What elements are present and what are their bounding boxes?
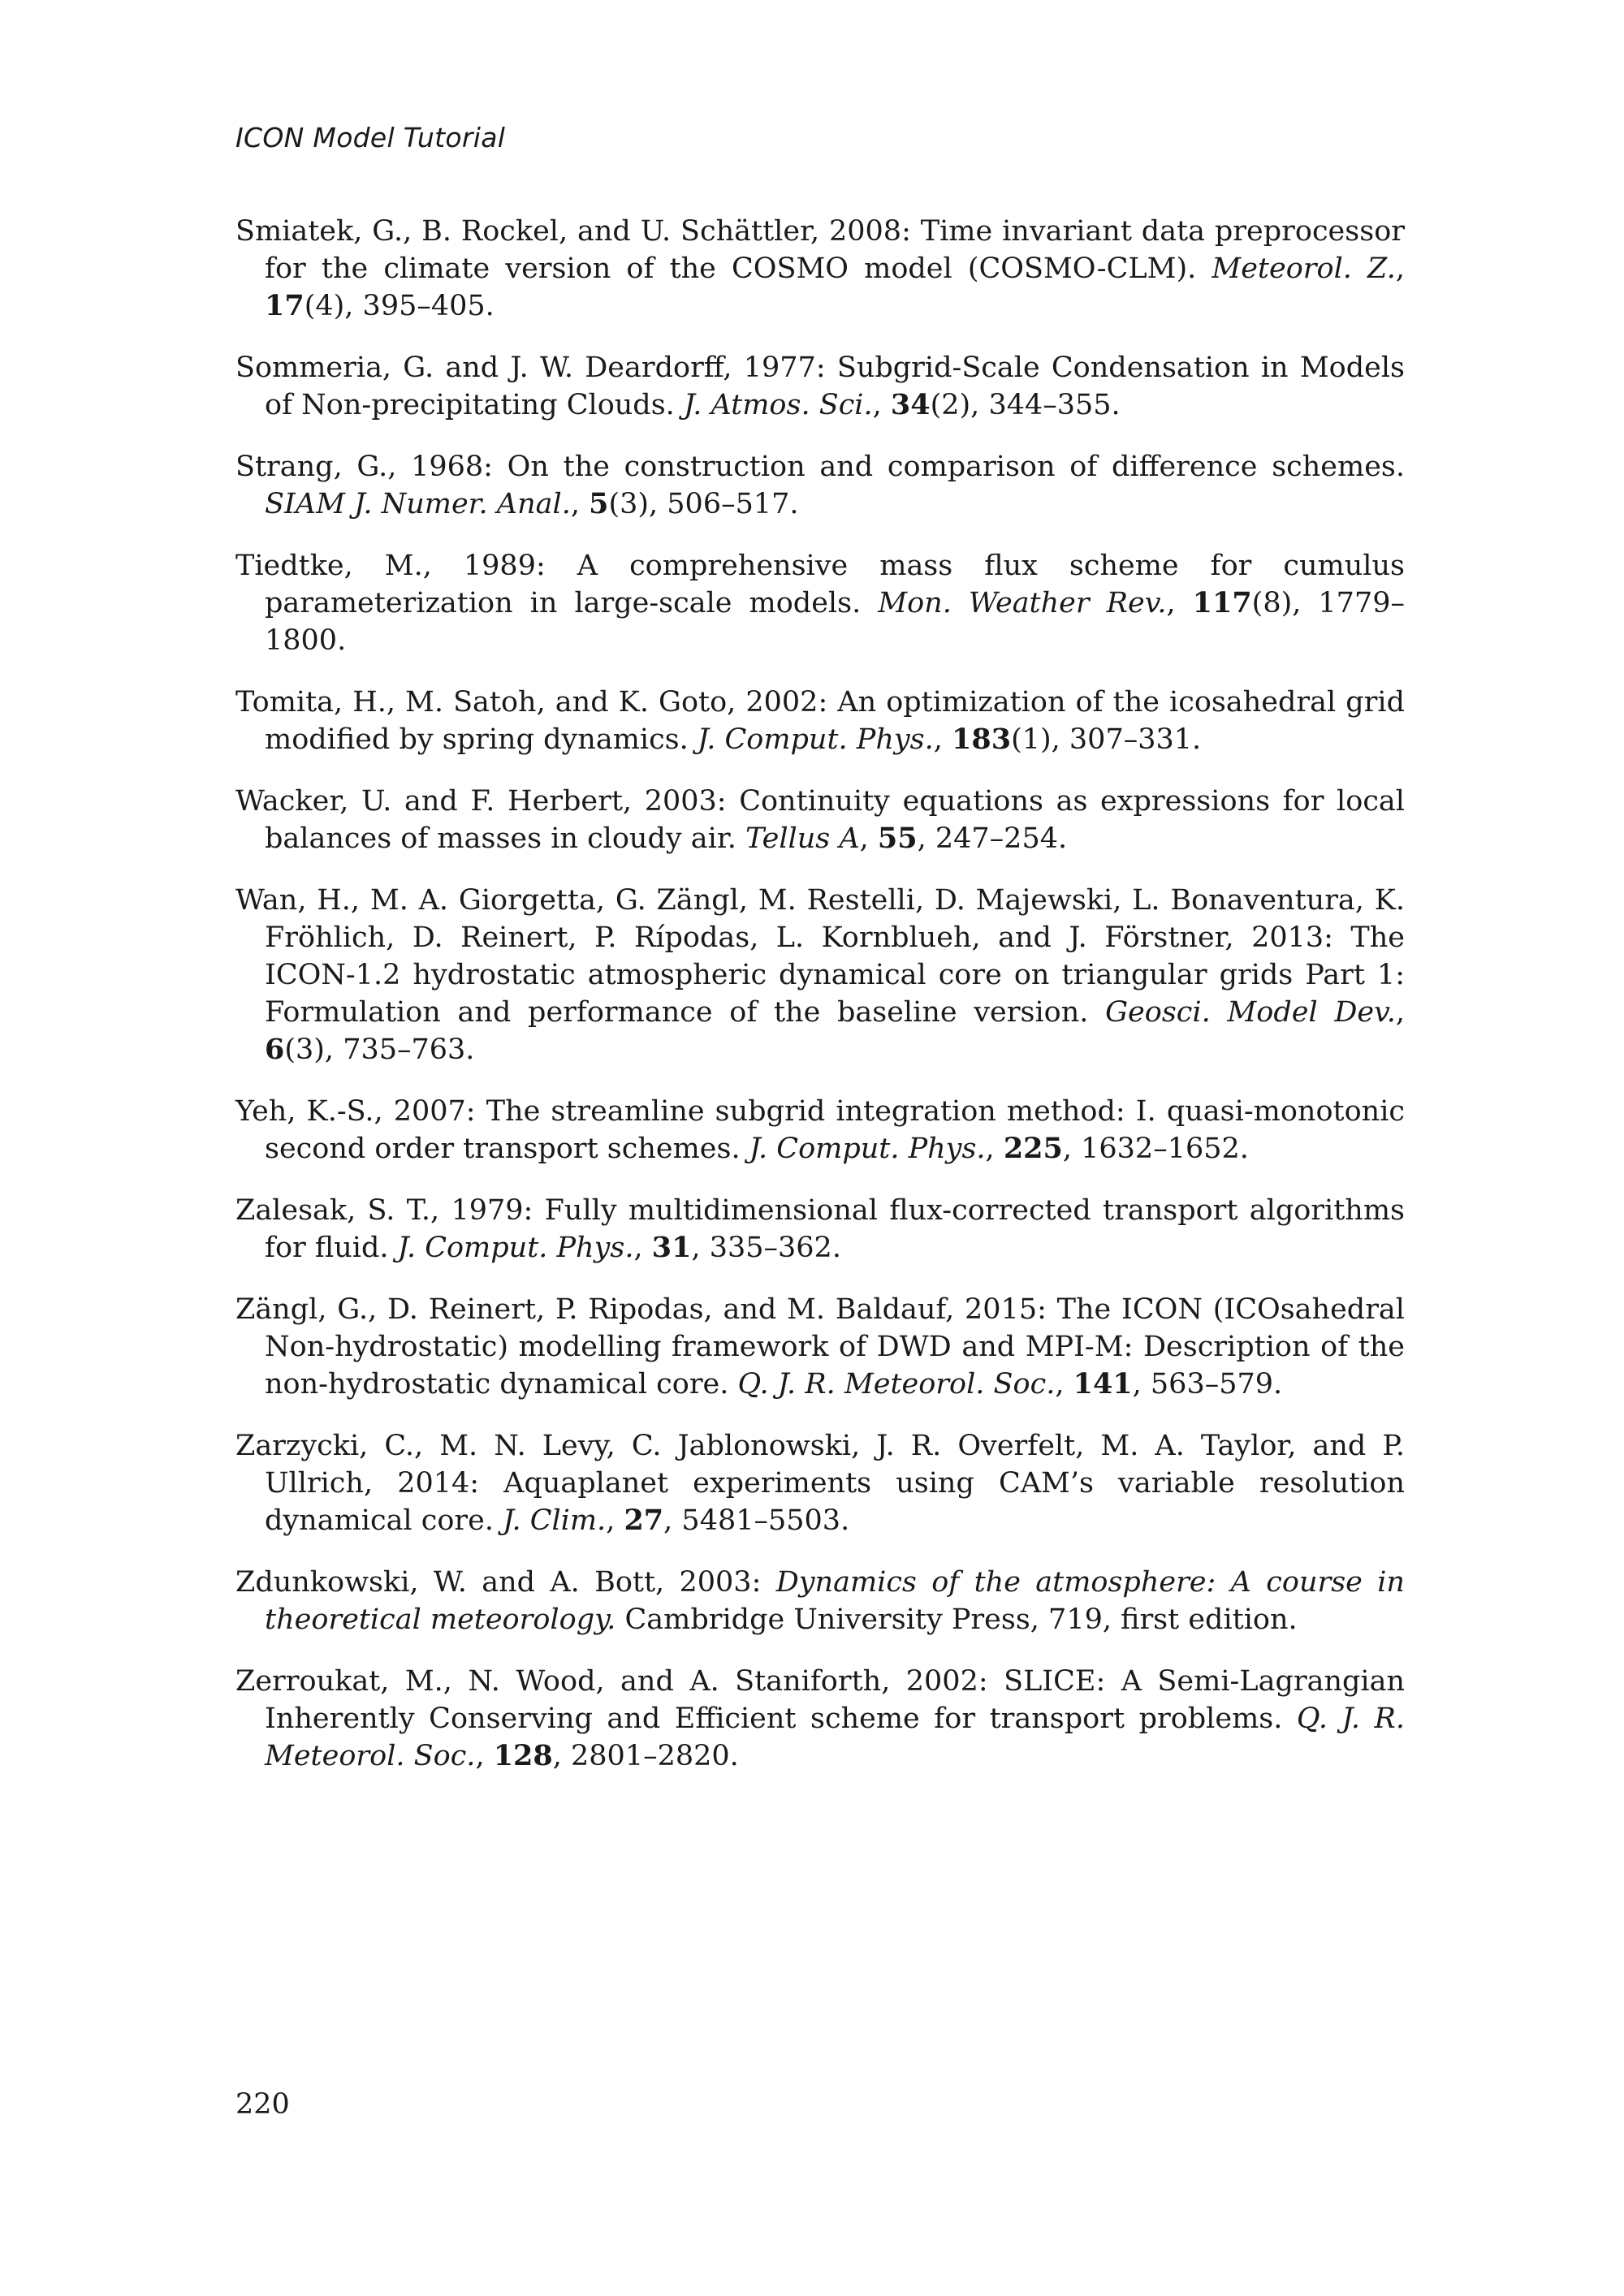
- reference-entry: Tiedtke, M., 1989: A comprehensive mass flux scheme for cumulus parameterization in large-scale models. Mon. Weather Rev., 117(8), 1779–1800.: [235, 550, 1405, 657]
- reference-journal: J. Clim.: [503, 1504, 607, 1537]
- reference-tail: (2), 344–355.: [930, 389, 1121, 421]
- reference-list: [235, 213, 1405, 1799]
- reference-tail: , 563–579.: [1132, 1368, 1283, 1400]
- reference-volume: 128: [493, 1739, 553, 1772]
- reference-volume: 27: [624, 1504, 664, 1537]
- reference-tail: (4), 395–405.: [304, 290, 495, 322]
- reference-tail: , 1632–1652.: [1062, 1133, 1249, 1165]
- reference-book-title: Dynamics of the atmosphere: A course in theoretical meteorology.: [265, 1566, 1405, 1636]
- reference-journal: J. Comput. Phys.: [749, 1133, 986, 1165]
- reference-tail: , 5481–5503.: [663, 1504, 850, 1537]
- reference-authors: Zdunkowski, W. and A. Bott, 2003:: [235, 1566, 762, 1599]
- reference-journal: Meteorol. Z.: [1212, 252, 1396, 285]
- reference-authors: Zängl, G., D. Reinert, P. Ripodas, and M. Baldauf, 2015: The ICON (ICOsahedral Non-hydrostatic) modelling framework of DWD and MPI-M: Description of the non-hydrostatic dynamical core.: [235, 1293, 1405, 1400]
- reference-entry: Wan, H., M. A. Giorgetta, G. Zängl, M. Restelli, D. Majewski, L. Bonaventura, K. Fröhlich, D. Reinert, P. Rípodas, L. Kornblueh, and J. Förstner, 2013: The ICON-1.2 hydrostatic atmospheric dynamical core on triangular grids Part 1: Formulation and performance of the baseline version. Geosci. Model Dev., 6(3), 735–763.: [235, 884, 1405, 1066]
- reference-authors: Zalesak, S. T., 1979: Fully multidimensional flux-corrected transport algorithms for fluid.: [235, 1194, 1405, 1264]
- reference-tail: (1), 307–331.: [1011, 723, 1202, 756]
- reference-authors: Smiatek, G., B. Rockel, and U. Schättler, 2008: Time invariant data preprocessor for the climate version of the COSMO model (COSMO-CLM).: [235, 215, 1405, 285]
- reference-entry: Yeh, K.-S., 2007: The streamline subgrid integration method: I. quasi-monotonic second order transport schemes. J. Comput. Phys., 225, 1632–1652.: [235, 1095, 1405, 1165]
- reference-journal: Mon. Weather Rev.: [878, 587, 1167, 619]
- reference-volume: 17: [265, 289, 304, 322]
- reference-volume: 141: [1073, 1367, 1133, 1400]
- page-number: 220: [235, 2088, 290, 2121]
- reference-tail: (8), 1779–1800.: [265, 587, 1405, 657]
- reference-volume: 117: [1192, 586, 1252, 619]
- reference-authors: Wan, H., M. A. Giorgetta, G. Zängl, M. Restelli, D. Majewski, L. Bonaventura, K. Fröhlich, D. Reinert, P. Rípodas, L. Kornblueh, and J. Förstner, 2013: The ICON-1.2 hydrostatic atmospheric dynamical core on triangular grids Part 1: Formulation and performance of the baseline version.: [235, 884, 1405, 1029]
- reference-entry: Sommeria, G. and J. W. Deardorff, 1977: Subgrid-Scale Condensation in Models of Non-precipitating Clouds. J. Atmos. Sci., 34(2), 344–355.: [235, 352, 1405, 421]
- reference-tail: (3), 506–517.: [608, 488, 799, 520]
- reference-authors: Zerroukat, M., N. Wood, and A. Staniforth, 2002: SLICE: A Semi-Lagrangian Inherently Conserving and Efficient scheme for transport problems.: [235, 1665, 1405, 1735]
- reference-journal: Q. J. R. Meteorol. Soc.: [737, 1368, 1056, 1400]
- reference-entry: Zalesak, S. T., 1979: Fully multidimensional flux-corrected transport algorithms for fluid. J. Comput. Phys., 31, 335–362.: [235, 1194, 1405, 1264]
- reference-authors: Yeh, K.-S., 2007: The streamline subgrid integration method: I. quasi-monotonic second order transport schemes.: [235, 1095, 1405, 1165]
- reference-journal: J. Atmos. Sci.: [683, 389, 873, 421]
- reference-entry: Tomita, H., M. Satoh, and K. Goto, 2002: An optimization of the icosahedral grid modified by spring dynamics. J. Comput. Phys., 183(1), 307–331.: [235, 686, 1405, 756]
- reference-authors: Zarzycki, C., M. N. Levy, C. Jablonowski, J. R. Overfelt, M. A. Taylor, and P. Ullrich, 2014: Aquaplanet experiments using CAM’s variable resolution dynamical core.: [235, 1430, 1405, 1537]
- running-header: ICON Model Tutorial: [235, 122, 506, 153]
- reference-entry: Zarzycki, C., M. N. Levy, C. Jablonowski, J. R. Overfelt, M. A. Taylor, and P. Ullrich, 2014: Aquaplanet experiments using CAM’s variable resolution dynamical core. J. Clim., 27, 5481–5503.: [235, 1430, 1405, 1537]
- reference-tail: Cambridge University Press, 719, first edition.: [624, 1603, 1298, 1636]
- reference-volume: 183: [952, 723, 1012, 756]
- reference-journal: J. Comput. Phys.: [697, 723, 934, 756]
- reference-entry: Strang, G., 1968: On the construction and comparison of difference schemes. SIAM J. Numer. Anal., 5(3), 506–517.: [235, 451, 1405, 520]
- reference-authors: Wacker, U. and F. Herbert, 2003: Continuity equations as expressions for local balances of masses in cloudy air.: [235, 785, 1405, 855]
- reference-journal: J. Comput. Phys.: [397, 1232, 634, 1264]
- reference-authors: Sommeria, G. and J. W. Deardorff, 1977: Subgrid-Scale Condensation in Models of Non-precipitating Clouds.: [235, 352, 1405, 421]
- reference-entry: Wacker, U. and F. Herbert, 2003: Continuity equations as expressions for local balances of masses in cloudy air. Tellus A, 55, 247–254.: [235, 785, 1405, 855]
- reference-volume: 5: [589, 487, 609, 520]
- reference-volume: 31: [651, 1231, 692, 1264]
- reference-journal: Tellus A: [745, 822, 860, 855]
- reference-tail: (3), 735–763.: [284, 1034, 475, 1066]
- reference-authors: Tiedtke, M., 1989: A comprehensive mass flux scheme for cumulus parameterization in large-scale models.: [235, 550, 1405, 619]
- reference-volume: 225: [1003, 1132, 1063, 1165]
- reference-entry: Zängl, G., D. Reinert, P. Ripodas, and M. Baldauf, 2015: The ICON (ICOsahedral Non-hydrostatic) modelling framework of DWD and MPI-M: Description of the non-hydrostatic dynamical core. Q. J. R. Meteorol. Soc., 141, 563–579.: [235, 1293, 1405, 1400]
- reference-tail: , 2801–2820.: [552, 1740, 739, 1772]
- reference-authors: Strang, G., 1968: On the construction and comparison of difference schemes.: [235, 451, 1405, 483]
- reference-tail: , 335–362.: [691, 1232, 841, 1264]
- reference-volume: 34: [890, 388, 931, 421]
- reference-journal: Q. J. R. Meteorol. Soc.: [265, 1703, 1405, 1772]
- reference-tail: , 247–254.: [917, 822, 1068, 855]
- reference-entry: [235, 1564, 1405, 1638]
- reference-volume: 6: [265, 1033, 285, 1066]
- reference-authors: Tomita, H., M. Satoh, and K. Goto, 2002: An optimization of the icosahedral grid modified by spring dynamics.: [235, 686, 1405, 756]
- reference-journal: Geosci. Model Dev.: [1105, 996, 1396, 1029]
- reference-entry: Smiatek, G., B. Rockel, and U. Schättler, 2008: Time invariant data preprocessor for the climate version of the COSMO model (COSMO-CLM). Meteorol. Z., 17(4), 395–405.: [235, 215, 1405, 322]
- reference-entry: Zerroukat, M., N. Wood, and A. Staniforth, 2002: SLICE: A Semi-Lagrangian Inherently Conserving and Efficient scheme for transport problems. Q. J. R. Meteorol. Soc., 128, 2801–2820.: [235, 1665, 1405, 1772]
- reference-volume: 55: [877, 822, 918, 855]
- reference-journal: SIAM J. Numer. Anal.: [265, 488, 571, 520]
